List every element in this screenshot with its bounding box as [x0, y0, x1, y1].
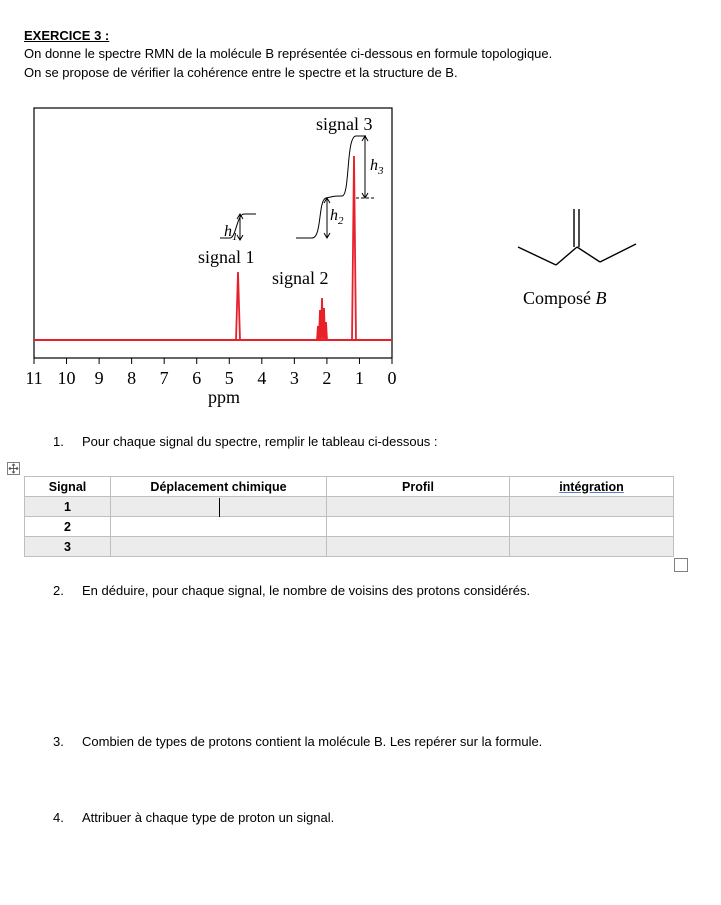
- cell-integration[interactable]: [510, 497, 674, 517]
- intro-line-1: On donne le spectre RMN de la molécule B représentée ci-dessous en formule topologique.: [24, 46, 553, 61]
- cell-integration[interactable]: [510, 517, 674, 537]
- cell-integration[interactable]: [510, 537, 674, 557]
- x-tick-label: 7: [159, 368, 169, 388]
- h1-label: $h_1$: [224, 223, 238, 243]
- x-tick-label: 6: [192, 368, 202, 388]
- x-tick-label: 4: [257, 368, 267, 388]
- x-tick-label: 5: [224, 368, 234, 388]
- cell-shift[interactable]: [111, 517, 327, 537]
- header-signal: Signal: [25, 477, 111, 497]
- x-axis-ticks: [25, 358, 396, 388]
- cell-shift[interactable]: [111, 537, 327, 557]
- cell-profile[interactable]: [327, 497, 510, 517]
- peak-signal-2: [314, 298, 330, 340]
- header-chemical-shift: Déplacement chimique: [111, 477, 327, 497]
- x-tick-label: 0: [387, 368, 397, 388]
- exercise-title: EXERCICE 3 :: [24, 28, 110, 43]
- intro-line-2: On se propose de vérifier la cohérence entre le spectre et la structure de B.: [24, 65, 458, 80]
- table-row: [25, 537, 674, 557]
- x-tick-label: 3: [289, 368, 299, 388]
- text-cursor: [219, 498, 220, 517]
- cell-profile[interactable]: [327, 537, 510, 557]
- signal-2-label: signal 2: [272, 268, 329, 288]
- molecule-b-structure: [518, 209, 636, 265]
- row-signal-label: 2: [25, 517, 111, 537]
- nmr-spectrum-chart: [0, 0, 721, 430]
- h2-label: $h_2$: [330, 207, 344, 227]
- cell-profile[interactable]: [327, 517, 510, 537]
- molecule-label: Composé B: [523, 288, 607, 308]
- table-row: [25, 497, 674, 517]
- spectrum-frame: [34, 108, 392, 358]
- answer-table: [24, 476, 674, 557]
- row-signal-label: 1: [25, 497, 111, 517]
- signal-3-label: signal 3: [316, 114, 373, 134]
- x-tick-label: 8: [127, 368, 137, 388]
- question-1-text: Pour chaque signal du spectre, remplir le tableau ci-dessous :: [82, 434, 438, 449]
- x-tick-label: 9: [94, 368, 104, 388]
- x-tick-label: 1: [354, 368, 364, 388]
- x-tick-label: 11: [25, 368, 43, 388]
- x-axis-label: ppm: [208, 387, 241, 407]
- question-4-text: Attribuer à chaque type de proton un signal.: [82, 810, 335, 825]
- row-signal-label: 3: [25, 537, 111, 557]
- signal-1-label: signal 1: [198, 247, 255, 267]
- table-row: [25, 517, 674, 537]
- question-2-number: 2.: [53, 583, 64, 598]
- h3-label: $h_3$: [370, 157, 384, 177]
- question-1-number: 1.: [53, 434, 64, 449]
- question-4-number: 4.: [53, 810, 64, 825]
- header-profile: Profil: [327, 477, 510, 497]
- x-tick-label: 2: [322, 368, 332, 388]
- question-3-text: Combien de types de protons contient la molécule B. Les repérer sur la formule.: [82, 734, 543, 749]
- table-header-row: [25, 477, 674, 497]
- header-integration: intégration: [510, 477, 674, 497]
- question-2-text: En déduire, pour chaque signal, le nombre de voisins des protons considérés.: [82, 583, 531, 598]
- question-3-number: 3.: [53, 734, 64, 749]
- move-handle-icon[interactable]: [7, 462, 20, 475]
- x-tick-label: 10: [57, 368, 76, 388]
- peak-signal-1: [234, 272, 242, 340]
- peak-signal-3: [350, 156, 358, 340]
- resize-handle-icon[interactable]: [674, 558, 688, 572]
